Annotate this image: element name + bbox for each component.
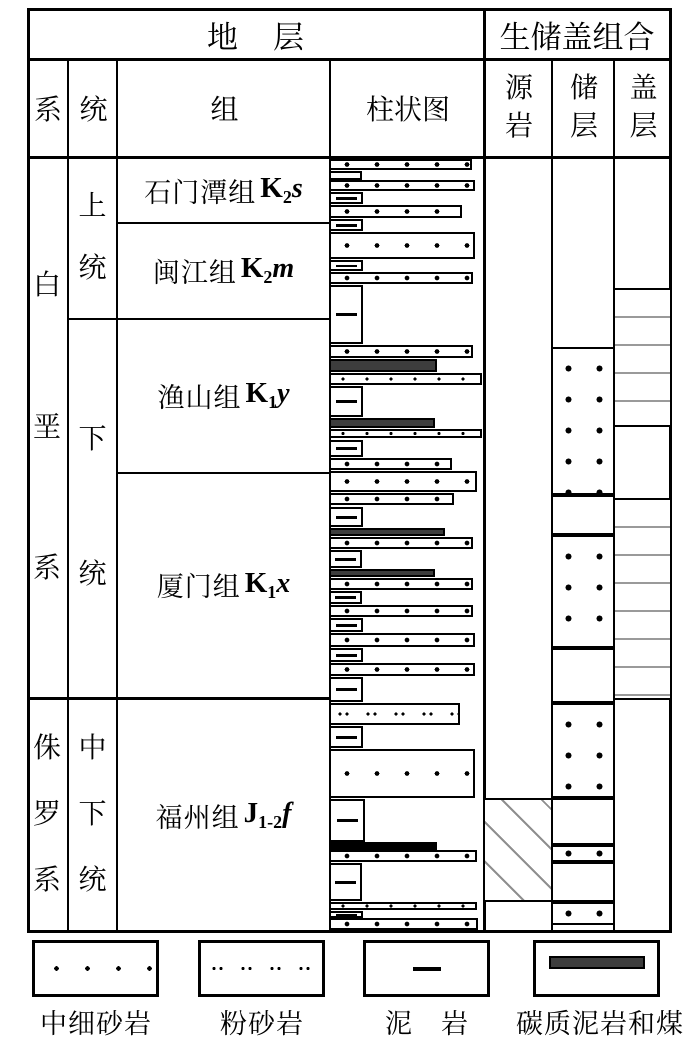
formation-cell [118,697,329,933]
legend-label-coal: 碳质泥岩和煤 [516,1009,684,1039]
header-strata [30,11,483,58]
formation-name: 石门潭组 [144,177,257,208]
system-cell [27,697,67,933]
header-cap [615,60,672,156]
header-series-label: 统 [79,95,108,126]
lith-bar-msn [329,171,362,180]
header-combo-label: 生储盖组合 [499,20,655,55]
mudstone-dash-swatch [413,967,441,971]
legend-label-siltstone: 粉砂岩 [220,1009,304,1039]
header-column-diagram [331,60,485,156]
header-reservoir [553,60,615,156]
lith-bar-ms [329,591,362,604]
lith-bar-ms [329,911,363,918]
mudstone-dash [336,265,357,267]
formation-symbol: $K_1y$ [245,377,290,412]
legend-box-coal [533,940,660,997]
legend-label-mudstone: 泥 岩 [385,1009,469,1039]
formation-symbol-sub: 2 [282,187,292,207]
series-char: 上 [78,190,107,222]
formation-name: 厦门组 [156,572,241,602]
reservoir-segment-blank [551,495,615,535]
lith-bar-ss [329,493,454,505]
legend-box-sandstone [32,940,159,997]
system-cell [27,158,67,697]
series-char: 中 [78,733,107,764]
system-char: 系 [32,553,61,585]
reservoir-segment-blank [551,798,615,845]
mudstone-dash [336,688,357,691]
formation-symbol-italic: x [276,567,291,599]
cap-segment [613,288,672,427]
formation-symbol-sub: 1 [267,581,277,602]
mudstone-dash [336,400,357,403]
reservoir-segment-blank [551,648,615,703]
source-hatch-box [483,798,553,902]
system-char: 罗 [32,799,61,830]
formation-cell [118,318,329,472]
lith-bar-ss2 [329,902,477,910]
lith-bar-ms [329,386,363,417]
mudstone-dash [336,313,357,316]
formation-symbol-italic: y [277,378,290,409]
series-cell [69,318,116,697]
lith-bar-cb [329,359,437,372]
grid-line [27,58,672,61]
grid-line [483,8,486,933]
lith-bar-ss [329,345,473,358]
lith-bar-ss2 [329,429,482,438]
formation-symbol-italic: s [291,173,303,204]
lith-bar-ss [329,633,475,647]
lith-bar-ss [329,159,472,170]
lith-bar-ss2 [329,373,482,385]
mudstone-dash [336,624,357,627]
formation-symbol: $K_2s$ [260,172,303,207]
lith-bar-ms [329,618,363,632]
lith-bar-sl [329,703,460,725]
system-char: 白 [32,269,61,301]
header-strata-label: 地 层 [207,20,306,55]
header-formation [118,60,331,156]
reservoir-segment-dotted [551,845,615,862]
lith-bar-ms [329,219,363,231]
formation-cell [118,158,329,222]
header-system [27,60,69,156]
formation-symbol-sub: 1-2 [258,812,283,832]
reservoir-segment-dotted [551,347,615,495]
lith-bar-ss [329,232,475,259]
mudstone-dash [336,447,357,450]
mudstone-dash [336,736,357,739]
lith-bar-ms [329,192,363,204]
lith-bar-ms [329,285,363,344]
formation-symbol-italic: f [282,798,292,829]
lith-bar-ss [329,458,452,470]
lith-bar-ss [329,537,473,549]
formation-symbol: $J_{1-2}f$ [243,797,292,832]
legend-label-sandstone: 中细砂岩 [40,1009,152,1039]
series-cell [69,158,116,318]
cap-segment [613,498,672,700]
coal-bar-swatch [549,956,645,969]
lith-bar-cb [329,569,435,577]
mudstone-dash [336,224,357,227]
mudstone-dash [335,596,356,599]
lith-bar-ss [329,272,473,284]
legend-box-siltstone [198,940,325,997]
mudstone-dash [336,654,357,657]
reservoir-segment-dotted [551,703,615,798]
system-char: 侏 [32,733,61,764]
header-system-label: 系 [33,95,62,126]
header-source-rock [485,60,553,156]
header-cap-label: 盖层 [629,73,658,142]
series-char: 下 [78,423,107,455]
series-char: 统 [78,253,107,285]
lith-bar-ss [329,850,477,862]
mudstone-dash [335,881,356,884]
system-char: 系 [32,865,61,896]
lith-bar-ss [329,605,473,617]
formation-symbol-sub: 2 [263,267,273,287]
lith-bar-ss [329,205,462,218]
header-reservoir-label: 储层 [569,73,598,142]
lith-bar-ss [329,471,477,492]
legend-box-mudstone [363,940,490,997]
mudstone-dash [336,197,357,200]
formation-symbol-sub: 1 [268,392,278,412]
header-source-rock-label: 源岩 [504,73,533,142]
formation-name: 闽江组 [152,257,237,288]
lith-bar-coal [329,842,437,850]
lith-bar-ms [329,260,363,271]
reservoir-segment-blank [551,862,615,902]
lith-bar-cb [329,418,435,428]
series-cell [69,697,116,933]
series-char: 统 [78,559,107,591]
lith-bar-ms [329,648,363,662]
formation-name: 福州组 [155,802,240,833]
formation-symbol: $K_1x$ [244,566,291,602]
header-combo [485,11,669,58]
lith-bar-ms [329,550,362,568]
lith-bar-ss [329,180,475,191]
mudstone-dash [336,516,357,519]
lith-bar-ms [329,863,362,901]
formation-symbol: $K_2m$ [240,252,295,287]
header-formation-label: 组 [210,95,239,126]
series-char: 统 [78,865,107,896]
lith-bar-cb [329,528,445,536]
lith-bar-ss [329,749,475,798]
lith-bar-ms [329,440,363,457]
formation-symbol-italic: m [272,253,295,284]
formation-name: 渔山组 [157,382,242,413]
reservoir-segment-dotted [551,902,615,925]
lith-bar-ss [329,663,475,676]
formation-cell [118,222,329,318]
mudstone-dash [335,558,356,561]
lith-bar-ss [329,918,478,930]
reservoir-segment-dotted [551,535,615,648]
series-char: 下 [78,799,107,830]
header-column-diagram-label: 柱状图 [365,95,450,126]
lith-bar-ms [329,726,363,748]
system-char: 垩 [32,411,61,443]
lith-bar-ss [329,578,473,590]
formation-cell [118,472,329,697]
mudstone-dash [337,819,358,822]
lith-bar-ms [329,507,363,527]
mudstone-dash [336,914,357,916]
lith-bar-ms [329,677,363,702]
header-series [69,60,118,156]
lith-bar-ms [329,799,365,842]
